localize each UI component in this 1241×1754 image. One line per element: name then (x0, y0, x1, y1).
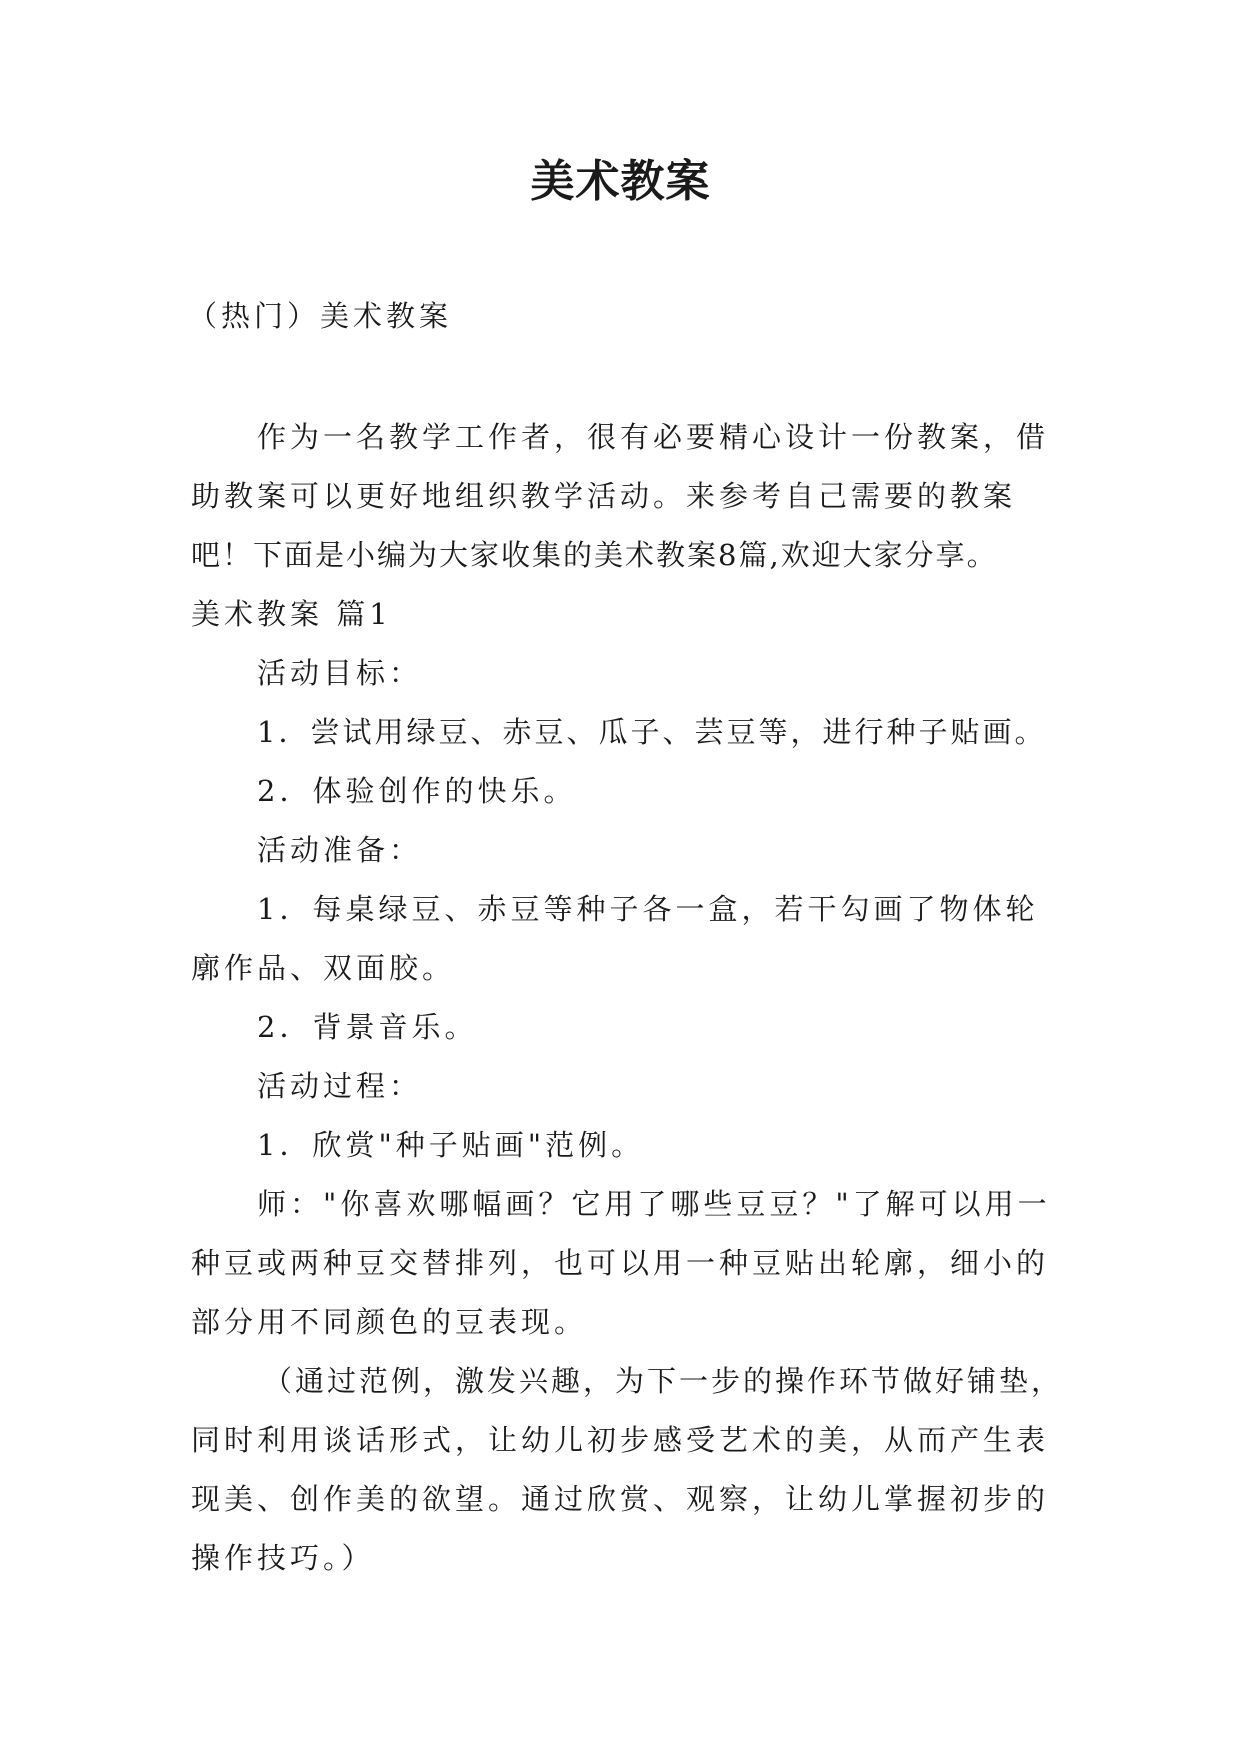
paragraph-line: 活动过程： (257, 1069, 423, 1103)
paragraph-line: 廓作品、双面胶。 (191, 951, 456, 985)
list-item: 1．欣赏"种子贴画"范例。 (257, 1128, 645, 1162)
document-body (191, 408, 1064, 1588)
paragraph-line: 活动准备： (257, 833, 423, 867)
paragraph-line: 种豆或两种豆交替排列，也可以用一种豆贴出轮廓，细小的 (191, 1246, 1050, 1280)
list-item: 1．尝试用绿豆、赤豆、瓜子、芸豆等，进行种子贴画。 (257, 715, 1047, 749)
paragraph-line: 吧！下面是小编为大家收集的美术教案8篇,欢迎大家分享。 (191, 538, 998, 572)
paragraph-line: （通过范例，激发兴趣，为下一步的操作环节做好铺垫， (263, 1364, 1064, 1398)
document-subtitle: （热门）美术教案 (188, 299, 453, 333)
list-item: 1．每桌绿豆、赤豆等种子各一盒，若干勾画了物体轮 (257, 892, 1039, 926)
paragraph-line: 助教案可以更好地组织教学活动。来参考自己需要的教案 (191, 479, 1017, 513)
paragraph-line: 师："你喜欢哪幅画？它用了哪些豆豆？"了解可以用一 (257, 1187, 1051, 1221)
paragraph-line: 活动目标： (257, 656, 423, 690)
section-heading: 美术教案 篇1 (191, 597, 392, 631)
paragraph-line: 同时利用谈话形式，让幼儿初步感受艺术的美，从而产生表 (191, 1423, 1050, 1457)
list-item: 2．体验创作的快乐。 (257, 774, 577, 808)
paragraph-line: 作为一名教学工作者，很有必要精心设计一份教案，借 (257, 420, 1050, 454)
list-item: 2．背景音乐。 (257, 1010, 478, 1044)
document-title: 美术教案 (530, 156, 711, 207)
paragraph-line: 现美、创作美的欲望。通过欣赏、观察，让幼儿掌握初步的 (191, 1482, 1050, 1516)
paragraph-line: 部分用不同颜色的豆表现。 (191, 1305, 588, 1339)
paragraph-line: 操作技巧。） (191, 1541, 375, 1575)
